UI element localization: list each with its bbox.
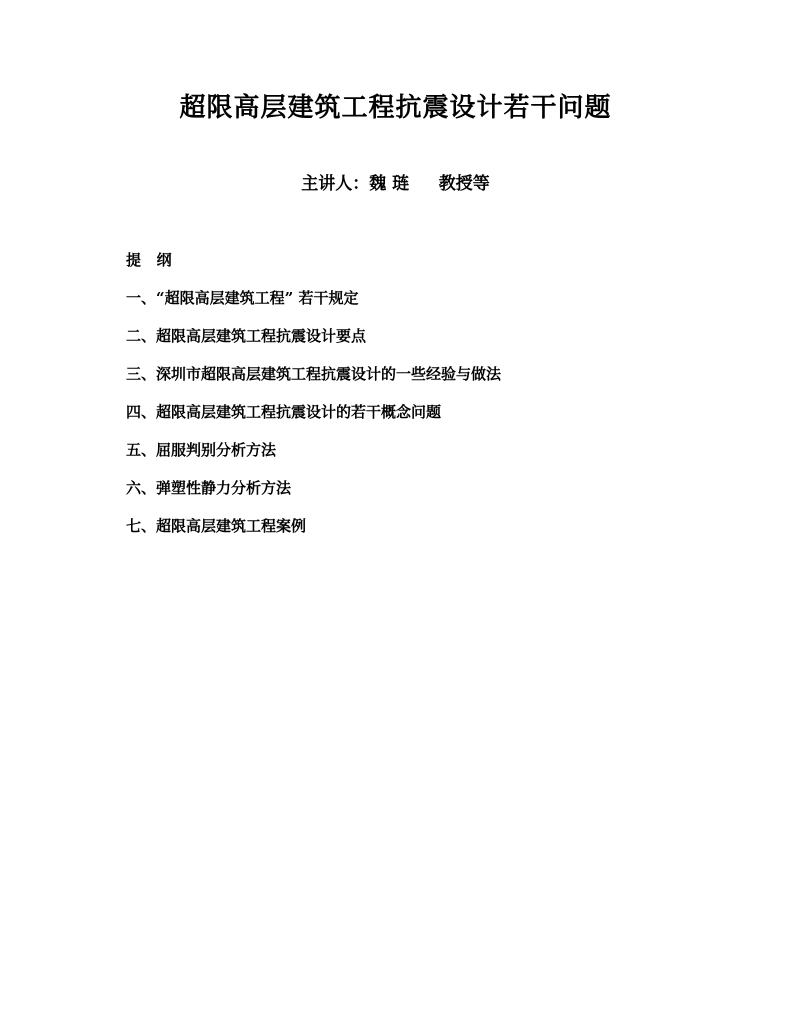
outline-item-6: 六、弹塑性静力分析方法 xyxy=(126,479,292,497)
outline-item-2: 二、超限高层建筑工程抗震设计要点 xyxy=(126,327,367,345)
outline-item-3: 三、深圳市超限高层建筑工程抗震设计的一些经验与做法 xyxy=(126,365,502,383)
outline-section xyxy=(126,248,746,552)
outline-item-5: 五、屈服判别分析方法 xyxy=(126,441,277,459)
document-title: 超限高层建筑工程抗震设计若干问题 xyxy=(179,93,612,123)
outline-item-7: 七、超限高层建筑工程案例 xyxy=(126,517,307,535)
presenter-line: 主讲人：魏 琏 教授等 xyxy=(301,174,490,194)
outline-item-4: 四、超限高层建筑工程抗震设计的若干概念问题 xyxy=(126,403,442,421)
outline-heading: 提 纲 xyxy=(126,251,172,269)
outline-item-1: 一、“超限高层建筑工程” 若干规定 xyxy=(126,289,359,307)
